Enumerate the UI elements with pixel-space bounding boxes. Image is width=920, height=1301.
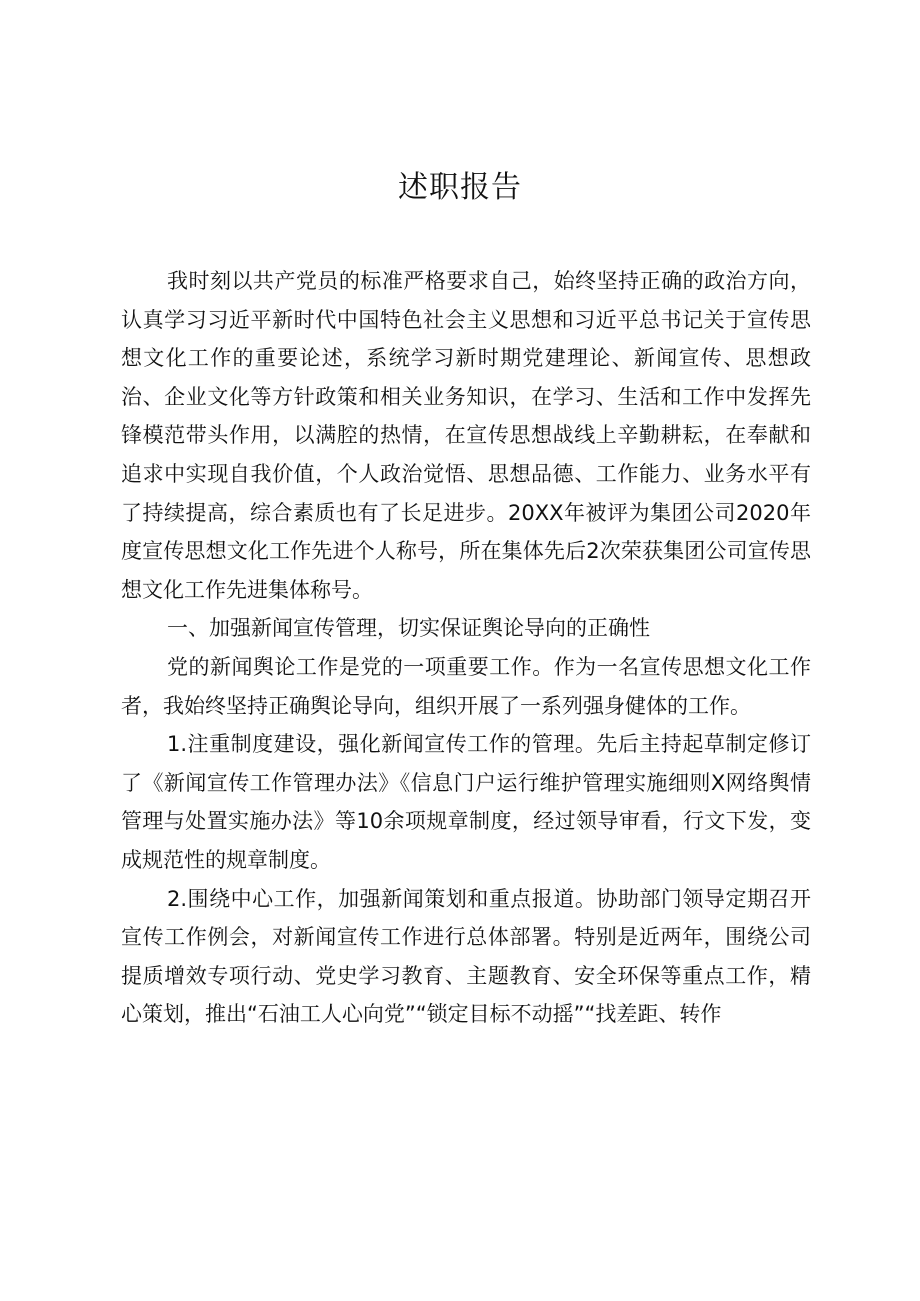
paragraph-section-1-intro: 党的新闻舆论工作是党的一项重要工作。作为一名宣传思想文化工作者，我始终坚持正确舆论导向，组织开展了一系列强身健体的工作。	[121, 654, 811, 718]
paragraph-item-2: 2.围绕中心工作，加强新闻策划和重点报道。协助部门领导定期召开宣传工作例会，对新闻宣传工作进行总体部署。特别是近两年，围绕公司提质增效专项行动、党史学习教育、主题教育、安全环保等重点工作，精心策划，推出“石油工人心向党”“锁定目标不动摇”“找差距、转作	[121, 886, 811, 1027]
document-title: 述职报告	[398, 170, 522, 205]
paragraph-item-1: 1.注重制度建设，强化新闻宣传工作的管理。先后主持起草制定修订了《新闻宣传工作管理办法》《信息门户运行维护管理实施细则X网络舆情管理与处置实施办法》等10余项规章制度，经过领导审看，行文下发，变成规范性的规章制度。	[121, 732, 811, 872]
paragraph-intro: 我时刻以共产党员的标准严格要求自己，始终坚持正确的政治方向，认真学习习近平新时代中国特色社会主义思想和习近平总书记关于宣传思想文化工作的重要论述，系统学习新时期党建理论、新闻宣传、思想政治、企业文化等方针政策和相关业务知识，在学习、生活和工作中发挥先锋模范带头作用，以满腔的热情，在宣传思想战线上辛勤耕耘，在奉献和追求中实现自我价值，个人政治觉悟、思想品德、工作能力、业务水平有了持续提高，综合素质也有了长足进步。20XX年被评为集团公司2020年度宣传思想文化工作先进个人称号，所在集体先后2次荣获集团公司宣传思想文化工作先进集体称号。	[121, 269, 811, 602]
section-heading-1: 一、加强新闻宣传管理，切实保证舆论导向的正确性	[167, 616, 650, 641]
document-body	[121, 262, 811, 1034]
